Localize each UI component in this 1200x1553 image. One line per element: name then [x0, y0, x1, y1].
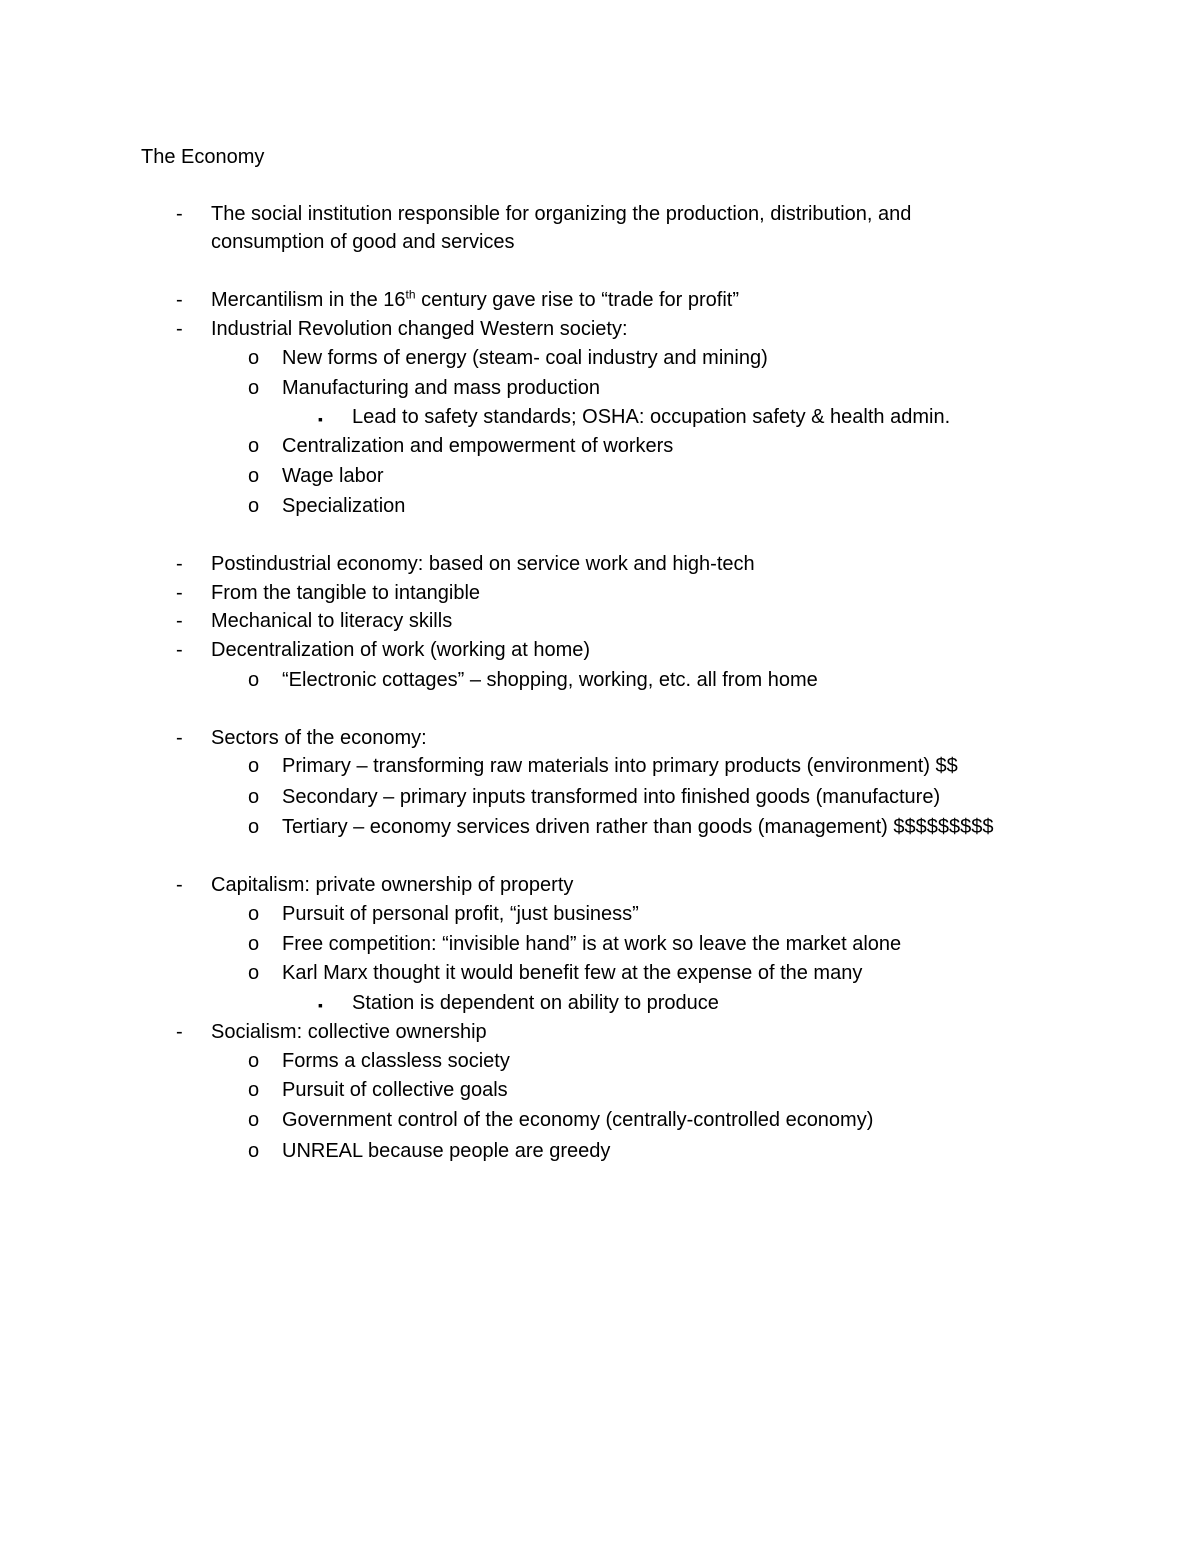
outline-item-level-2: Karl Marx thought it would benefit few at the expense of the many [282, 962, 863, 984]
circle-bullet: o [248, 377, 260, 399]
outline-item-level-1: consumption of good and services [211, 231, 515, 253]
dash-bullet: - [176, 610, 183, 632]
circle-bullet: o [248, 755, 260, 777]
circle-bullet: o [248, 1050, 260, 1072]
dash-bullet: - [176, 553, 183, 575]
outline-item-level-3: Station is dependent on ability to produce [352, 992, 719, 1014]
circle-bullet: o [248, 786, 260, 808]
outline-item-level-3: Lead to safety standards; OSHA: occupation safety & health admin. [352, 406, 951, 428]
dash-bullet: - [176, 727, 183, 749]
dash-bullet: - [176, 582, 183, 604]
outline-item-level-1: Industrial Revolution changed Western society: [211, 318, 628, 340]
outline-item-level-2: Free competition: “invisible hand” is at work so leave the market alone [282, 933, 902, 955]
circle-bullet: o [248, 933, 260, 955]
circle-bullet: o [248, 669, 260, 691]
outline-item-level-1 [211, 286, 739, 314]
outline-item-level-2: Government control of the economy (centrally-controlled economy) [282, 1109, 874, 1131]
circle-bullet: o [248, 962, 260, 984]
outline-item-level-2: New forms of energy (steam- coal industry and mining) [282, 347, 768, 369]
outline-item-level-2: Primary – transforming raw materials into primary products (environment) $$ [282, 755, 958, 777]
square-bullet-icon: ▪ [318, 997, 323, 1013]
outline-item-level-2: Specialization [282, 495, 406, 517]
outline-item-level-2: Secondary – primary inputs transformed into finished goods (manufacture) [282, 786, 941, 808]
circle-bullet: o [248, 1109, 260, 1131]
outline-item-level-1: Socialism: collective ownership [211, 1021, 487, 1043]
outline-item-level-2: Forms a classless society [282, 1050, 510, 1072]
circle-bullet: o [248, 1140, 260, 1162]
outline-item-level-2: Centralization and empowerment of workers [282, 435, 674, 457]
dash-bullet: - [176, 203, 183, 225]
outline-item-level-1: Capitalism: private ownership of property [211, 874, 574, 896]
outline-text: century gave rise to “trade for profit” [415, 289, 740, 311]
document-title: The Economy [141, 146, 265, 168]
outline-item-level-2: Wage labor [282, 465, 384, 487]
circle-bullet: o [248, 903, 260, 925]
circle-bullet: o [248, 465, 260, 487]
outline-item-level-1: Sectors of the economy: [211, 727, 427, 749]
outline-item-level-2: Tertiary – economy services driven rather than goods (management) $$$$$$$$$ [282, 816, 994, 838]
circle-bullet: o [248, 495, 260, 517]
outline-item-level-2: Manufacturing and mass production [282, 377, 600, 399]
outline-text: Mercantilism in the 16 [211, 289, 406, 311]
circle-bullet: o [248, 347, 260, 369]
dash-bullet: - [176, 318, 183, 340]
circle-bullet: o [248, 1079, 260, 1101]
outline-item-level-1: Postindustrial economy: based on service work and high-tech [211, 553, 755, 575]
outline-item-level-2: Pursuit of collective goals [282, 1079, 508, 1101]
outline-item-level-1: Decentralization of work (working at home) [211, 639, 591, 661]
outline-item-level-2: UNREAL because people are greedy [282, 1140, 611, 1162]
dash-bullet: - [176, 289, 183, 311]
circle-bullet: o [248, 435, 260, 457]
square-bullet-icon: ▪ [318, 411, 323, 427]
circle-bullet: o [248, 816, 260, 838]
outline-item-level-1: Mechanical to literacy skills [211, 610, 453, 632]
outline-item-level-1: From the tangible to intangible [211, 582, 481, 604]
outline-item-level-2: Pursuit of personal profit, “just business” [282, 903, 639, 925]
dash-bullet: - [176, 1021, 183, 1043]
superscript: th [405, 287, 416, 302]
outline-item-level-1: The social institution responsible for organizing the production, distribution, and [211, 203, 912, 225]
dash-bullet: - [176, 874, 183, 896]
dash-bullet: - [176, 639, 183, 661]
outline-item-level-2: “Electronic cottages” – shopping, working, etc. all from home [282, 669, 818, 691]
